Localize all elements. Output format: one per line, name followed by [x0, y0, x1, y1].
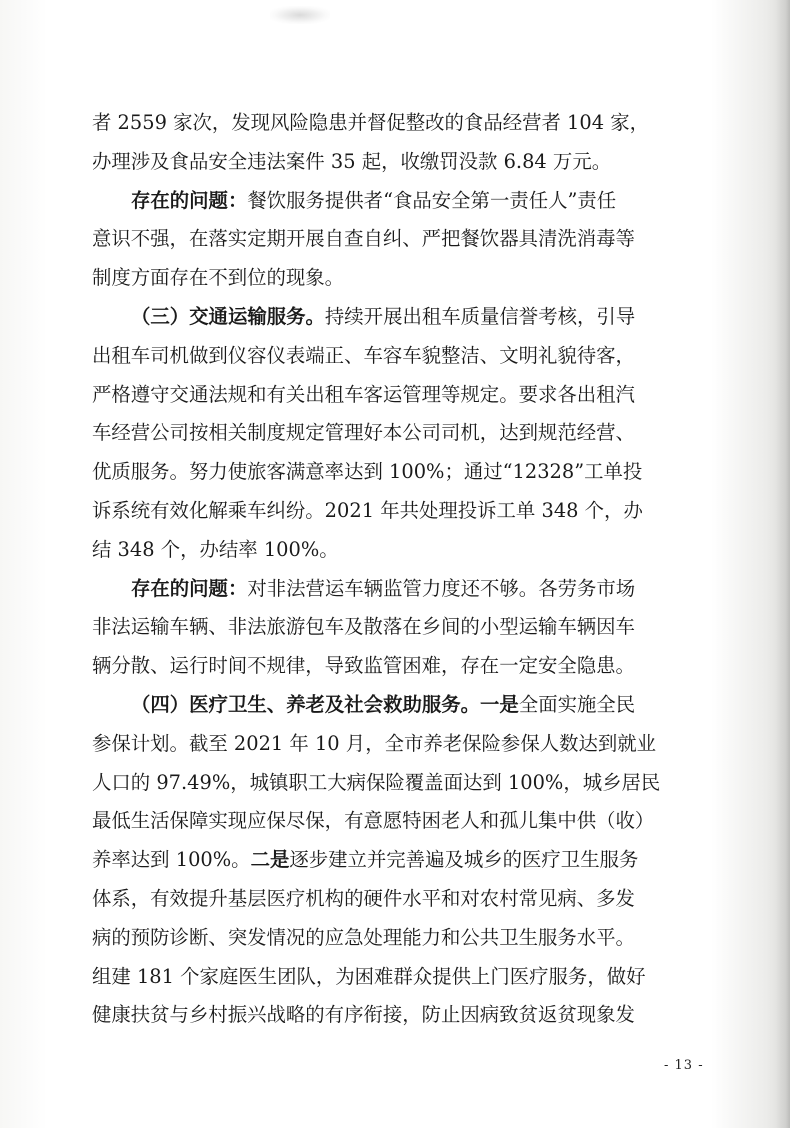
text-line — [92, 376, 698, 415]
body-text — [92, 104, 698, 1035]
line-text: 持续开展出租车质量信誉考核，引导 — [324, 304, 636, 328]
text-line — [92, 531, 698, 570]
text-line — [92, 182, 698, 221]
line-text: 制度方面存在不到位的现象。 — [92, 266, 345, 290]
text-line — [92, 492, 698, 531]
line-text: 体系，有效提升基层医疗机构的硬件水平和对农村常见病、多发 — [92, 886, 635, 910]
line-text: 组建 181 个家庭医生团队，为困难群众提供上门医疗服务，做好 — [92, 964, 646, 988]
text-line — [92, 725, 698, 764]
text-line — [92, 337, 698, 376]
text-line — [92, 143, 698, 182]
text-line — [92, 958, 698, 997]
line-text: 结 348 个，办结率 100%。 — [92, 537, 339, 561]
section-heading: （三）交通运输服务。 — [131, 304, 325, 328]
line-text: 养率达到 100%。 — [92, 848, 251, 872]
section-heading: （四）医疗卫生、养老及社会救助服务。一是 — [131, 692, 519, 716]
text-line — [92, 220, 698, 259]
line-text: 者 2559 家次，发现风险隐患并督促整改的食品经营者 104 家， — [92, 111, 649, 134]
text-line — [92, 453, 698, 492]
line-text: 意识不强，在落实定期开展自查自纠、严把餐饮器具清洗消毒等 — [92, 227, 635, 251]
line-bold-text: 二是 — [250, 848, 290, 872]
text-line — [92, 259, 698, 298]
line-text: 非法运输车辆、非法旅游包车及散落在乡间的小型运输车辆因车 — [92, 615, 635, 639]
text-line — [92, 414, 698, 453]
line-bold-text: 存在的问题： — [131, 576, 248, 600]
line-text: 参保计划。截至 2021 年 10 月，全市养老保险参保人数达到就业 — [92, 731, 657, 755]
text-line — [92, 919, 698, 958]
line-text: 优质服务。努力使旅客满意率达到 100%；通过“12328”工单投 — [92, 460, 643, 484]
text-line — [92, 841, 698, 880]
line-text: 最低生活保障实现应保尽保，有意愿特困老人和孤儿集中供（收） — [92, 809, 655, 833]
line-text: 出租车司机做到仪容仪表端正、车容车貌整洁、文明礼貌待客， — [92, 343, 635, 367]
text-line — [92, 647, 698, 686]
text-line — [92, 608, 698, 647]
text-line — [92, 298, 698, 337]
line-text: 辆分散、运行时间不规律，导致监管困难，存在一定安全隐患。 — [92, 654, 635, 678]
line-text: 办理涉及食品安全违法案件 35 起，收缴罚没款 6.84 万元。 — [92, 149, 612, 173]
line-bold-text: 存在的问题： — [131, 188, 248, 212]
text-line — [92, 802, 698, 841]
text-line — [92, 686, 698, 725]
line-text: 车经营公司按相关制度规定管理好本公司司机，达到规范经营、 — [92, 421, 635, 445]
text-line — [92, 880, 698, 919]
text-line — [92, 996, 698, 1035]
scan-edge-shadow — [776, 0, 790, 1128]
line-text: 全面实施全民 — [518, 692, 636, 716]
scan-smudge — [270, 6, 330, 24]
text-line — [92, 764, 698, 803]
line-text: 餐饮服务提供者“食品安全第一责任人”责任 — [247, 188, 617, 212]
text-line — [92, 104, 698, 143]
line-text: 人口的 97.49%，城镇职工大病保险覆盖面达到 100%，城乡居民 — [92, 770, 661, 794]
line-text: 健康扶贫与乡村振兴战略的有序衔接，防止因病致贫返贫现象发 — [92, 1003, 635, 1027]
line-text: 严格遵守交通法规和有关出租车客运管理等规定。要求各出租汽 — [92, 382, 635, 406]
line-text: 诉系统有效化解乘车纠纷。2021 年共处理投诉工单 348 个，办 — [92, 498, 643, 522]
line-text: 病的预防诊断、突发情况的应急处理能力和公共卫生服务水平。 — [92, 925, 635, 949]
line-text: 逐步建立并完善遍及城乡的医疗卫生服务 — [289, 848, 639, 872]
line-text: 对非法营运车辆监管力度还不够。各劳务市场 — [247, 576, 636, 600]
text-line — [92, 570, 698, 609]
page-number: - 13 - — [664, 1058, 704, 1073]
